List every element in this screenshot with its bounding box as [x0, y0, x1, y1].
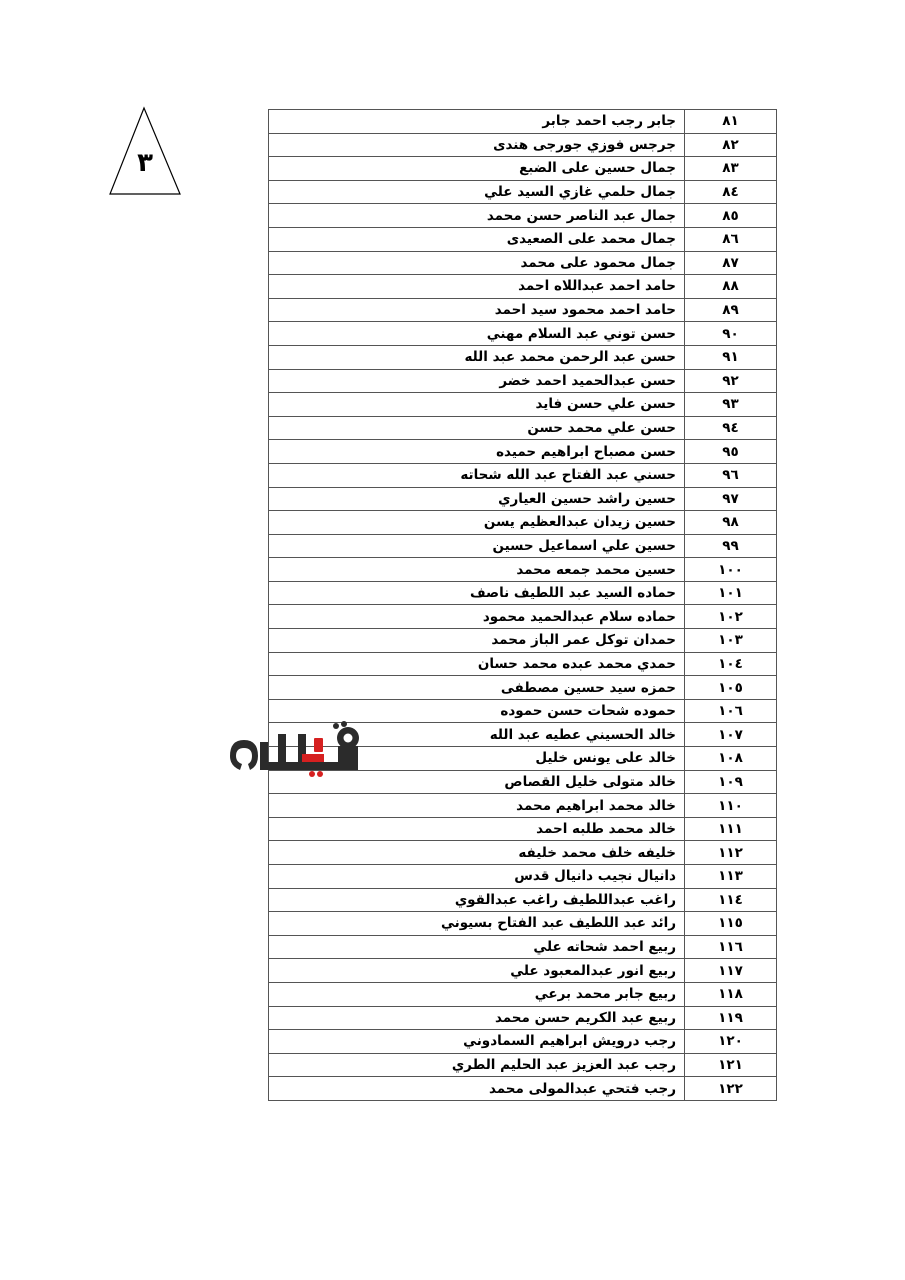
person-name: حسين راشد حسين العياري — [269, 487, 685, 511]
person-name: جمال حسين على الضبع — [269, 157, 685, 181]
row-number: ٩٢ — [685, 369, 777, 393]
table-row — [269, 251, 777, 275]
row-number: ٨٤ — [685, 180, 777, 204]
row-number: ١٠٨ — [685, 747, 777, 771]
row-number: ١١٩ — [685, 1006, 777, 1030]
person-name: حسين علي اسماعيل حسين — [269, 534, 685, 558]
person-name: جمال حلمي غازي السيد علي — [269, 180, 685, 204]
person-name: حسن توني عبد السلام مهني — [269, 322, 685, 346]
table-row — [269, 1077, 777, 1101]
person-name: جمال محمود على محمد — [269, 251, 685, 275]
table-row — [269, 227, 777, 251]
table-row — [269, 133, 777, 157]
row-number: ١٠٢ — [685, 605, 777, 629]
person-name: حامد احمد عبداللاه احمد — [269, 275, 685, 299]
person-name: حامد احمد محمود سيد احمد — [269, 298, 685, 322]
table-row — [269, 322, 777, 346]
table-row — [269, 1030, 777, 1054]
table-row — [269, 511, 777, 535]
row-number: ٩٠ — [685, 322, 777, 346]
person-name: جمال عبد الناصر حسن محمد — [269, 204, 685, 228]
table-row — [269, 275, 777, 299]
row-number: ٨٢ — [685, 133, 777, 157]
table-row — [269, 440, 777, 464]
person-name: حماده السيد عبد اللطيف ناصف — [269, 581, 685, 605]
person-name: جرجس فوزي جورجى هندى — [269, 133, 685, 157]
table-row — [269, 794, 777, 818]
table-row — [269, 157, 777, 181]
row-number: ٩١ — [685, 345, 777, 369]
table-row — [269, 558, 777, 582]
row-number: ٩٤ — [685, 416, 777, 440]
row-number: ٨٨ — [685, 275, 777, 299]
table-row — [269, 982, 777, 1006]
person-name: حسين زيدان عبدالعظيم يسن — [269, 511, 685, 535]
table-row — [269, 369, 777, 393]
page-number: ٣ — [137, 148, 153, 178]
person-name: خالد محمد طلبه احمد — [269, 817, 685, 841]
row-number: ٩٧ — [685, 487, 777, 511]
row-number: ٨٣ — [685, 157, 777, 181]
person-name: خالد متولى خليل القصاص — [269, 770, 685, 794]
person-name: حماده سلام عبدالحميد محمود — [269, 605, 685, 629]
table-row — [269, 1006, 777, 1030]
person-name: حسني عبد الفتاح عبد الله شحاته — [269, 463, 685, 487]
table-row — [269, 605, 777, 629]
person-name: خالد على يونس خليل — [269, 747, 685, 771]
table-row — [269, 817, 777, 841]
person-name: جمال محمد على الصعيدى — [269, 227, 685, 251]
row-number: ١١٨ — [685, 982, 777, 1006]
person-name: رجب فتحي عبدالمولى محمد — [269, 1077, 685, 1101]
row-number: ١١٠ — [685, 794, 777, 818]
table-row — [269, 393, 777, 417]
table-row — [269, 652, 777, 676]
table-row — [269, 487, 777, 511]
names-table-body — [269, 110, 777, 1101]
table-row — [269, 912, 777, 936]
person-name: حمدان توكل عمر الباز محمد — [269, 629, 685, 653]
names-table — [268, 109, 777, 1101]
table-row — [269, 676, 777, 700]
person-name: خالد الحسيني عطيه عبد الله — [269, 723, 685, 747]
table-row — [269, 180, 777, 204]
table-row — [269, 463, 777, 487]
row-number: ١٠٣ — [685, 629, 777, 653]
table-row — [269, 581, 777, 605]
table-row — [269, 345, 777, 369]
row-number: ٩٩ — [685, 534, 777, 558]
table-row — [269, 204, 777, 228]
row-number: ١١٣ — [685, 865, 777, 889]
row-number: ١١٢ — [685, 841, 777, 865]
table-row — [269, 841, 777, 865]
person-name: حمدي محمد عبده محمد حسان — [269, 652, 685, 676]
row-number: ١٠٤ — [685, 652, 777, 676]
row-number: ١١٥ — [685, 912, 777, 936]
row-number: ٩٦ — [685, 463, 777, 487]
person-name: ربيع جابر محمد برعي — [269, 982, 685, 1006]
table-row — [269, 298, 777, 322]
person-name: خالد محمد ابراهيم محمد — [269, 794, 685, 818]
person-name: رجب عبد العزيز عبد الحليم الطري — [269, 1053, 685, 1077]
row-number: ٨٧ — [685, 251, 777, 275]
person-name: ربيع انور عبدالمعبود علي — [269, 959, 685, 983]
row-number: ١١٦ — [685, 935, 777, 959]
row-number: ١١٤ — [685, 888, 777, 912]
vito-logo — [226, 718, 366, 780]
table-row — [269, 416, 777, 440]
row-number: ١٠٧ — [685, 723, 777, 747]
table-row — [269, 935, 777, 959]
row-number: ١٠٠ — [685, 558, 777, 582]
row-number: ١٢٢ — [685, 1077, 777, 1101]
person-name: رجب درويش ابراهيم السمادوني — [269, 1030, 685, 1054]
person-name: حموده شحات حسن حموده — [269, 699, 685, 723]
person-name: حسن عبد الرحمن محمد عبد الله — [269, 345, 685, 369]
row-number: ١٠٦ — [685, 699, 777, 723]
table-row — [269, 1053, 777, 1077]
person-name: حسن علي حسن فايد — [269, 393, 685, 417]
row-number: ٨١ — [685, 110, 777, 134]
row-number: ١١١ — [685, 817, 777, 841]
table-row — [269, 888, 777, 912]
person-name: حسين محمد جمعه محمد — [269, 558, 685, 582]
row-number: ١٠٩ — [685, 770, 777, 794]
row-number: ١١٧ — [685, 959, 777, 983]
row-number: ١٢٠ — [685, 1030, 777, 1054]
table-row — [269, 110, 777, 134]
person-name: خليفه خلف محمد خليفه — [269, 841, 685, 865]
row-number: ٩٣ — [685, 393, 777, 417]
person-name: حسن مصباح ابراهيم حميده — [269, 440, 685, 464]
person-name: دانيال نجيب دانيال قدس — [269, 865, 685, 889]
person-name: راغب عبداللطيف راغب عبدالقوي — [269, 888, 685, 912]
row-number: ١٠١ — [685, 581, 777, 605]
person-name: حسن عبدالحميد احمد خضر — [269, 369, 685, 393]
person-name: رائد عبد اللطيف عبد الفتاح بسيوني — [269, 912, 685, 936]
person-name: ربيع عبد الكريم حسن محمد — [269, 1006, 685, 1030]
row-number: ٨٥ — [685, 204, 777, 228]
table-row — [269, 865, 777, 889]
person-name: حسن علي محمد حسن — [269, 416, 685, 440]
person-name: جابر رجب احمد جابر — [269, 110, 685, 134]
row-number: ٨٩ — [685, 298, 777, 322]
table-row — [269, 629, 777, 653]
person-name: حمزه سيد حسين مصطفى — [269, 676, 685, 700]
table-row — [269, 534, 777, 558]
row-number: ٨٦ — [685, 227, 777, 251]
row-number: ١٢١ — [685, 1053, 777, 1077]
row-number: ١٠٥ — [685, 676, 777, 700]
table-row — [269, 959, 777, 983]
row-number: ٩٥ — [685, 440, 777, 464]
person-name: ربيع احمد شحاته علي — [269, 935, 685, 959]
row-number: ٩٨ — [685, 511, 777, 535]
